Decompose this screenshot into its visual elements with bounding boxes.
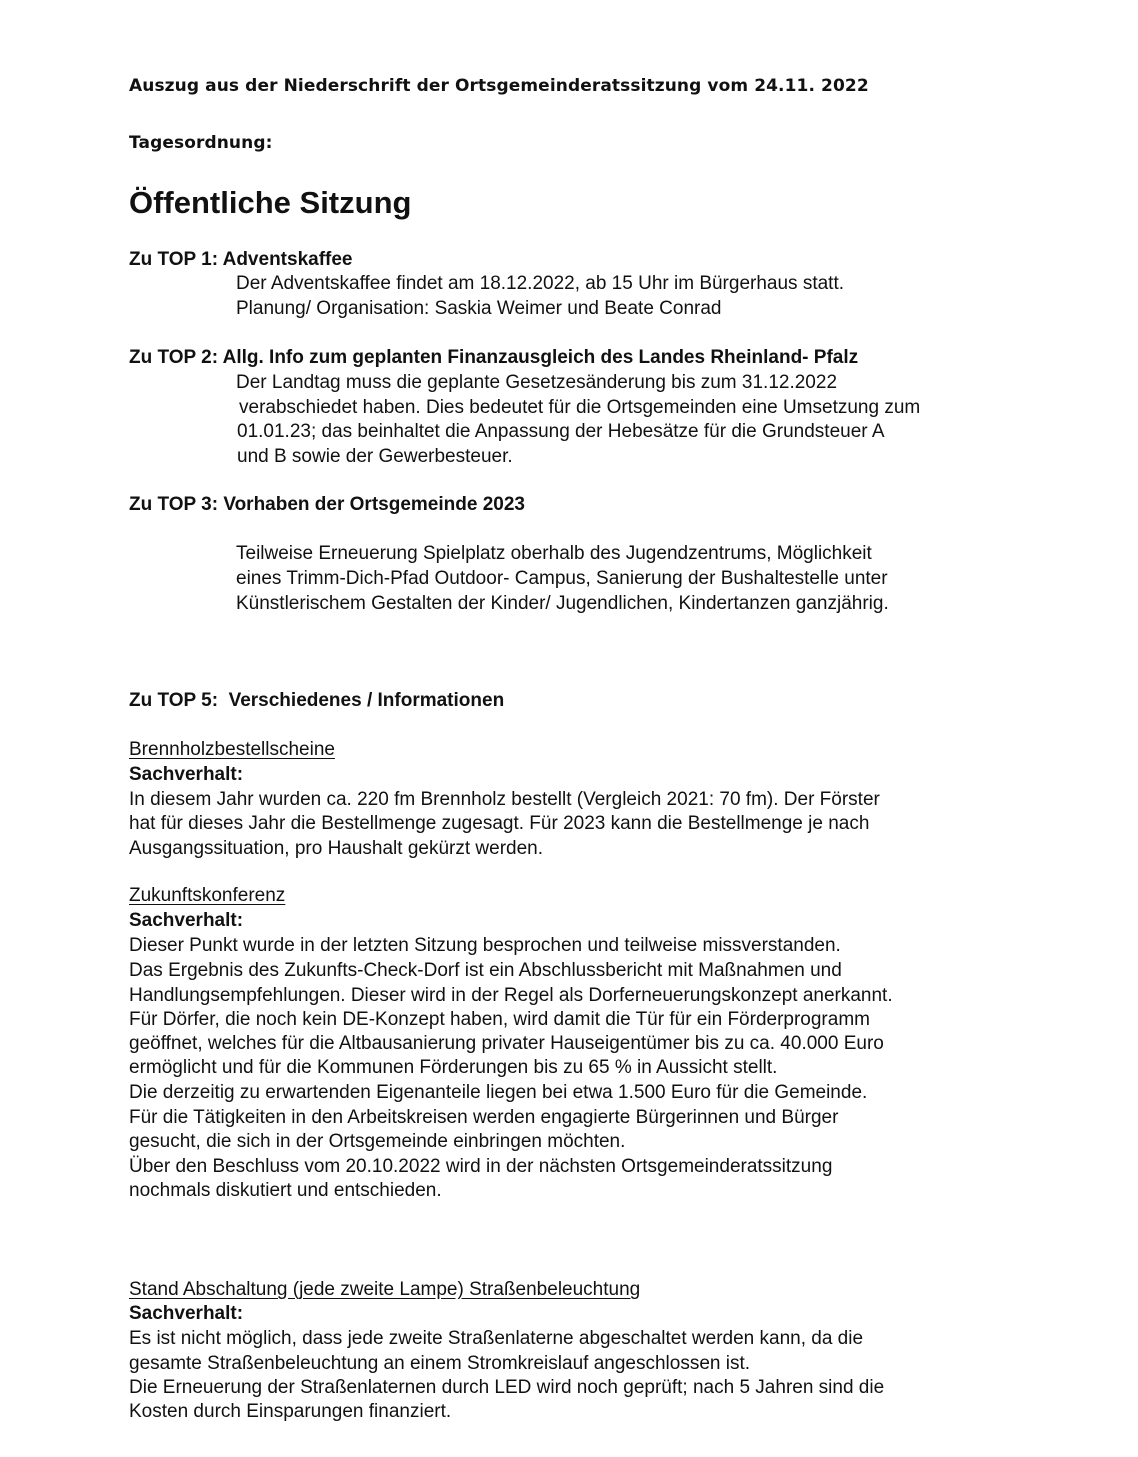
body-line: Für Dörfer, die noch kein DE-Konzept haben, wird damit die Tür für ein Förderprogramm <box>129 1009 870 1030</box>
body-line: Ausgangssituation, pro Haushalt gekürzt werden. <box>129 838 544 859</box>
body-line: Dieser Punkt wurde in der letzten Sitzung besprochen und teilweise missverstanden. <box>129 935 841 956</box>
sub-heading-brennholz: Brennholzbestellscheine <box>129 739 335 760</box>
sachverhalt-label: Sachverhalt: <box>129 910 244 931</box>
body-line: Das Ergebnis des Zukunfts-Check-Dorf ist ein Abschlussbericht mit Maßnahmen und <box>129 960 842 981</box>
body-line: nochmals diskutiert und entschieden. <box>129 1180 442 1201</box>
top1-line: Planung/ Organisation: Saskia Weimer und Beate Conrad <box>236 298 722 319</box>
sachverhalt-label: Sachverhalt: <box>129 764 244 785</box>
sachverhalt-label: Sachverhalt: <box>129 1303 244 1324</box>
top1-line: Der Adventskaffee findet am 18.12.2022, ab 15 Uhr im Bürgerhaus statt. <box>236 273 845 294</box>
body-line: In diesem Jahr wurden ca. 220 fm Brennholz bestellt (Vergleich 2021: 70 fm). Der Förster <box>129 789 880 810</box>
agenda-label: Tagesordnung: <box>129 133 273 153</box>
body-line: Die Erneuerung der Straßenlaternen durch LED wird noch geprüft; nach 5 Jahren sind die <box>129 1377 885 1398</box>
body-line: Über den Beschluss vom 20.10.2022 wird in der nächsten Ortsgemeinderatssitzung <box>129 1156 833 1177</box>
body-line: ermöglicht und für die Kommunen Förderungen bis zu 65 % in Aussicht stellt. <box>129 1057 778 1078</box>
top1-heading: Zu TOP 1: Adventskaffee <box>129 249 353 270</box>
body-line: Für die Tätigkeiten in den Arbeitskreisen werden engagierte Bürgerinnen und Bürger <box>129 1107 839 1128</box>
body-line: Die derzeitig zu erwartenden Eigenanteile liegen bei etwa 1.500 Euro für die Gemeinde. <box>129 1082 868 1103</box>
document-header-title: Auszug aus der Niederschrift der Ortsgemeinderatssitzung vom 24.11. 2022 <box>129 76 869 96</box>
body-line: gesucht, die sich in der Ortsgemeinde einbringen möchten. <box>129 1131 626 1152</box>
top3-line: Künstlerischem Gestalten der Kinder/ Jugendlichen, Kindertanzen ganzjährig. <box>236 593 889 614</box>
top3-line: eines Trimm-Dich-Pfad Outdoor- Campus, Sanierung der Bushaltestelle unter <box>236 568 888 589</box>
body-line: Es ist nicht möglich, dass jede zweite Straßenlaterne abgeschaltet werden kann, da die <box>129 1328 864 1349</box>
top2-line: und B sowie der Gewerbesteuer. <box>237 446 513 467</box>
body-line: hat für dieses Jahr die Bestellmenge zugesagt. Für 2023 kann die Bestellmenge je nach <box>129 813 870 834</box>
body-line: Handlungsempfehlungen. Dieser wird in der Regel als Dorferneuerungskonzept anerkannt. <box>129 985 893 1006</box>
body-line: geöffnet, welches für die Altbausanierung privater Hauseigentümer bis zu ca. 40.000 Euro <box>129 1033 884 1054</box>
body-line: gesamte Straßenbeleuchtung an einem Stromkreislauf angeschlossen ist. <box>129 1353 751 1374</box>
section-title: Öffentliche Sitzung <box>129 185 412 220</box>
top3-line: Teilweise Erneuerung Spielplatz oberhalb des Jugendzentrums, Möglichkeit <box>236 543 872 564</box>
top3-heading: Zu TOP 3: Vorhaben der Ortsgemeinde 2023 <box>129 494 525 515</box>
top2-heading: Zu TOP 2: Allg. Info zum geplanten Finanzausgleich des Landes Rheinland- Pfalz <box>129 347 859 368</box>
top5-heading: Zu TOP 5: Verschiedenes / Informationen <box>129 690 505 711</box>
top2-line: 01.01.23; das beinhaltet die Anpassung der Hebesätze für die Grundsteuer A <box>237 421 885 442</box>
top2-line: Der Landtag muss die geplante Gesetzesänderung bis zum 31.12.2022 <box>236 372 838 393</box>
sub-heading-zukunftskonferenz: Zukunftskonferenz <box>129 885 286 906</box>
sub-heading-strassenbeleuchtung: Stand Abschaltung (jede zweite Lampe) Straßenbeleuchtung <box>129 1279 641 1300</box>
body-line: Kosten durch Einsparungen finanziert. <box>129 1401 452 1422</box>
top2-line: verabschiedet haben. Dies bedeutet für die Ortsgemeinden eine Umsetzung zum <box>239 397 921 418</box>
